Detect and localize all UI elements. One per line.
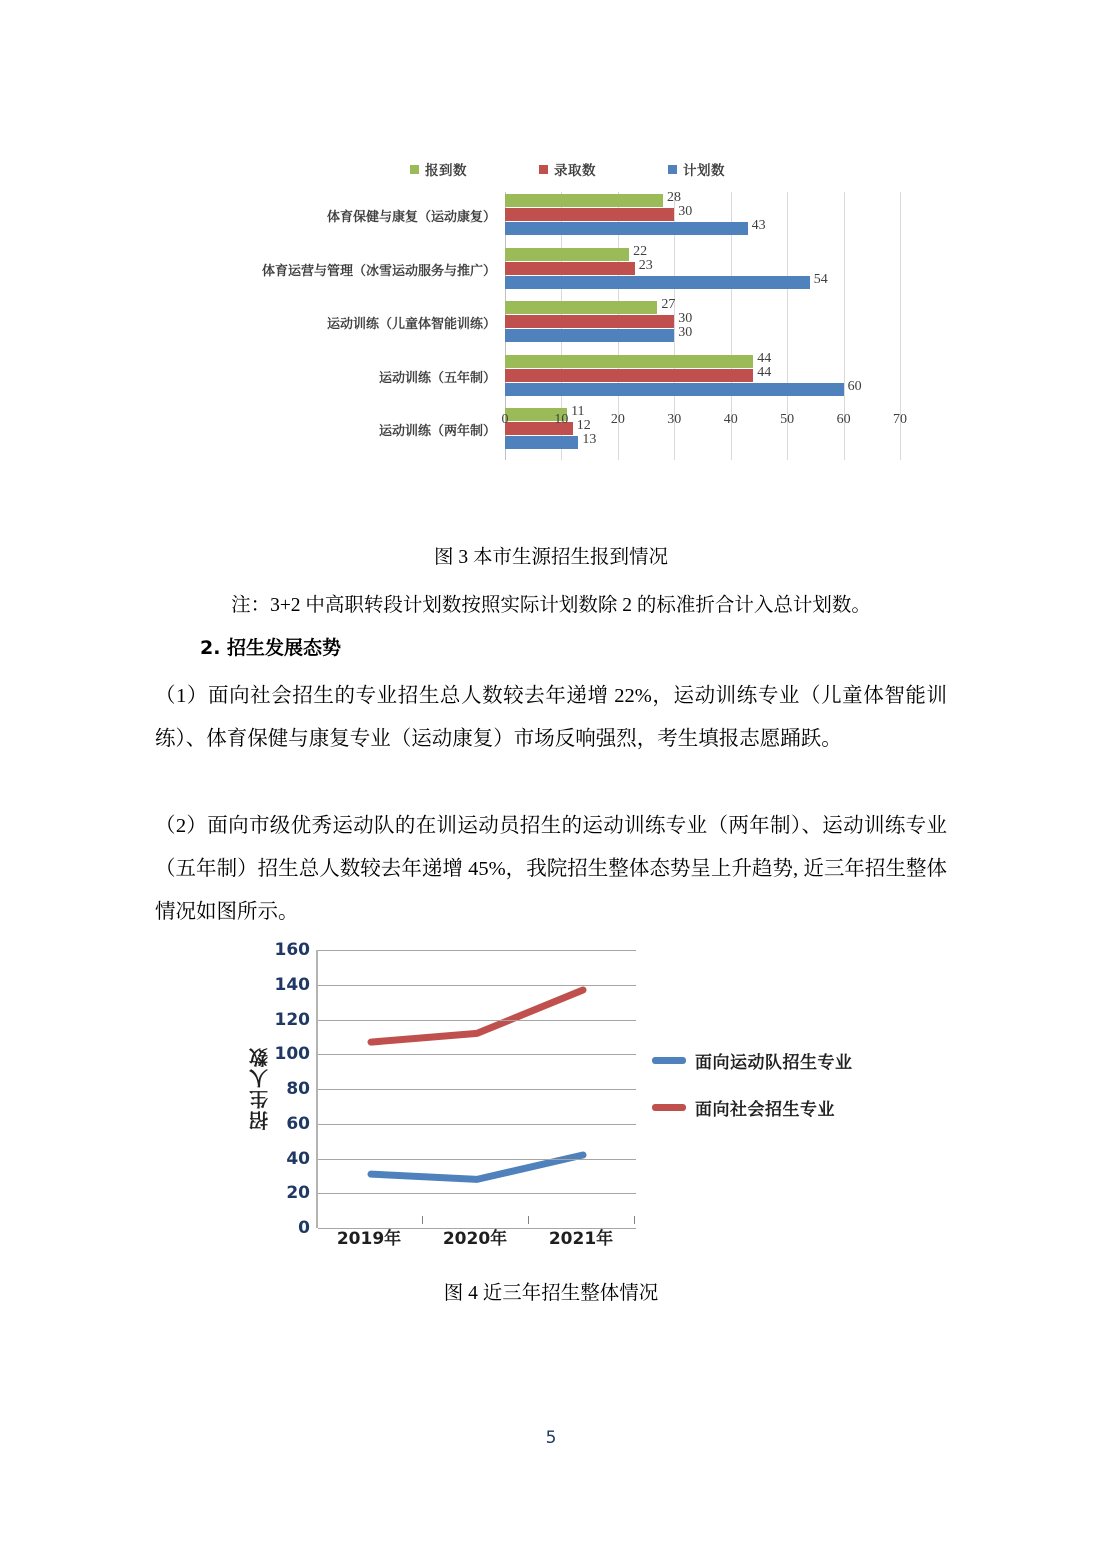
gridline	[318, 1054, 636, 1055]
page-number: 5	[545, 1428, 557, 1448]
bar-value-label: 44	[757, 364, 772, 380]
x-axis-tick-label: 60	[836, 412, 851, 427]
legend-label: 面向社会招生专业	[695, 1100, 835, 1120]
bar-value-label: 54	[813, 271, 828, 287]
legend-swatch-icon	[539, 165, 548, 174]
legend-swatch-icon	[652, 1104, 686, 1111]
bar-segment	[505, 369, 753, 382]
bar-segment	[505, 262, 635, 275]
x-axis-tick-mark	[422, 1216, 423, 1224]
y-axis-tick-label: 120	[274, 1009, 310, 1030]
bar-group	[505, 243, 900, 298]
figure-3-caption: 图 3 本市生源招生报到情况	[433, 547, 668, 568]
bar-value-label: 23	[638, 257, 653, 273]
bar-segment	[505, 194, 663, 207]
legend-swatch-icon	[652, 1057, 686, 1064]
gridline	[318, 985, 636, 986]
figure-3-note: 注：3+2 中高职转段计划数按照实际计划数除 2 的标准折合计入总计划数。	[231, 595, 871, 616]
bar-segment	[505, 301, 657, 314]
gridline	[318, 1193, 636, 1194]
line-chart-plot-area	[274, 940, 636, 1238]
bar-segment	[505, 208, 674, 221]
y-axis-tick-label: 20	[286, 1183, 310, 1204]
bar-segment	[505, 315, 674, 328]
legend-entry-sports-team	[652, 1048, 853, 1073]
paragraph-1: （1）面向社会招生的专业招生总人数较去年递增 22%，运动训练专业（儿童体智能训练）、体育保健与康复专业（运动康复）市场反响强烈，考生填报志愿踊跃。	[155, 685, 947, 750]
x-axis-tick-label: 2019年	[336, 1229, 402, 1249]
legend-entry-society	[652, 1095, 853, 1120]
legend-entry-luqushu	[539, 159, 596, 179]
x-axis-tick-label: 30	[667, 412, 682, 427]
legend-swatch-icon	[668, 165, 677, 174]
gridline	[318, 1020, 636, 1021]
y-axis-tick-label: 160	[274, 940, 310, 960]
y-axis-tick-label: 0	[298, 1218, 310, 1238]
bar-value-label: 11	[571, 404, 585, 420]
paragraph-2: （2）面向市级优秀运动队的在训运动员招生的运动训练专业（两年制）、运动训练专业（五年制）招生总人数较去年递增 45%，我院招生整体态势呈上升趋势, 近三年招生整体情况如图所示。	[155, 815, 947, 923]
legend-entry-baodaoshu	[410, 159, 467, 179]
bar-chart-category-labels	[150, 192, 502, 460]
x-axis-tick-label: 50	[780, 412, 795, 427]
bar-chart-x-axis	[501, 408, 907, 434]
section-heading: 2. 招生发展态势	[200, 637, 342, 659]
bar-value-label: 44	[757, 350, 772, 366]
x-axis-tick-mark	[528, 1216, 529, 1224]
x-axis-tick-label: 2021年	[548, 1229, 614, 1249]
bar-value-label: 30	[678, 325, 693, 341]
y-axis-tick-label: 60	[286, 1113, 310, 1134]
line-series	[371, 990, 583, 1042]
x-axis-tick-label: 40	[723, 412, 738, 427]
bar-segment	[505, 355, 753, 368]
x-axis-tick-label: 20	[610, 412, 625, 427]
bar-chart-legend	[410, 158, 810, 180]
x-axis-tick-label: 2020年	[442, 1229, 508, 1249]
bar-value-label: 22	[633, 243, 648, 259]
bar-category-label: 运动训练（儿童体智能训练）	[326, 317, 496, 333]
figure-4-caption: 图 4 近三年招生整体情况	[443, 1283, 659, 1304]
bar-segment	[505, 276, 810, 289]
bar-segment	[505, 222, 748, 235]
gridline	[318, 950, 636, 951]
bar-value-label: 12	[576, 418, 591, 434]
bar-value-label: 28	[667, 190, 681, 205]
bar-category-label: 体育运营与管理（冰雪运动服务与推广）	[261, 263, 496, 279]
figure-3-bar-chart	[150, 140, 950, 510]
bar-group	[505, 192, 900, 244]
legend-label: 面向运动队招生专业	[695, 1053, 853, 1073]
gridline	[318, 1124, 636, 1125]
line-chart-y-axis-label: 招生人数	[249, 1046, 271, 1130]
bar-group	[505, 299, 900, 351]
bar-category-label: 体育保健与康复（运动康复）	[326, 210, 496, 225]
legend-label: 录取数	[554, 163, 596, 179]
y-axis-tick-label: 100	[274, 1044, 310, 1065]
bar-value-label: 13	[582, 432, 597, 448]
bar-segment	[505, 329, 674, 342]
bar-value-label: 43	[751, 218, 766, 233]
line-chart-legend	[652, 1048, 853, 1120]
bar-value-label: 30	[678, 204, 693, 219]
gridline	[318, 1089, 636, 1090]
bar-group	[505, 350, 900, 405]
legend-label: 报到数	[425, 163, 467, 179]
gridline	[318, 1159, 636, 1160]
bar-value-label: 30	[678, 311, 693, 327]
bar-value-label: 27	[661, 297, 676, 313]
legend-swatch-icon	[410, 165, 419, 174]
bar-segment	[505, 248, 629, 261]
y-axis-tick-label: 80	[286, 1079, 310, 1099]
bar-segment	[505, 436, 578, 449]
bar-chart-plot-area	[150, 192, 950, 492]
bar-segment	[505, 383, 844, 396]
x-axis-tick-label: 70	[893, 412, 907, 427]
figure-4-line-chart	[240, 938, 880, 1283]
x-axis-tick-label: 10	[554, 412, 569, 427]
x-axis-tick-label: 0	[501, 412, 509, 427]
bar-category-label: 运动训练（两年制）	[378, 424, 496, 440]
legend-entry-jihuashu	[668, 159, 725, 179]
legend-label: 计划数	[683, 163, 725, 179]
bar-category-label: 运动训练（五年制）	[378, 370, 496, 386]
y-axis-tick-label: 140	[274, 974, 310, 995]
x-axis-tick-mark	[634, 1216, 635, 1224]
y-axis-tick-label: 40	[286, 1148, 310, 1169]
bar-value-label: 60	[847, 378, 862, 394]
